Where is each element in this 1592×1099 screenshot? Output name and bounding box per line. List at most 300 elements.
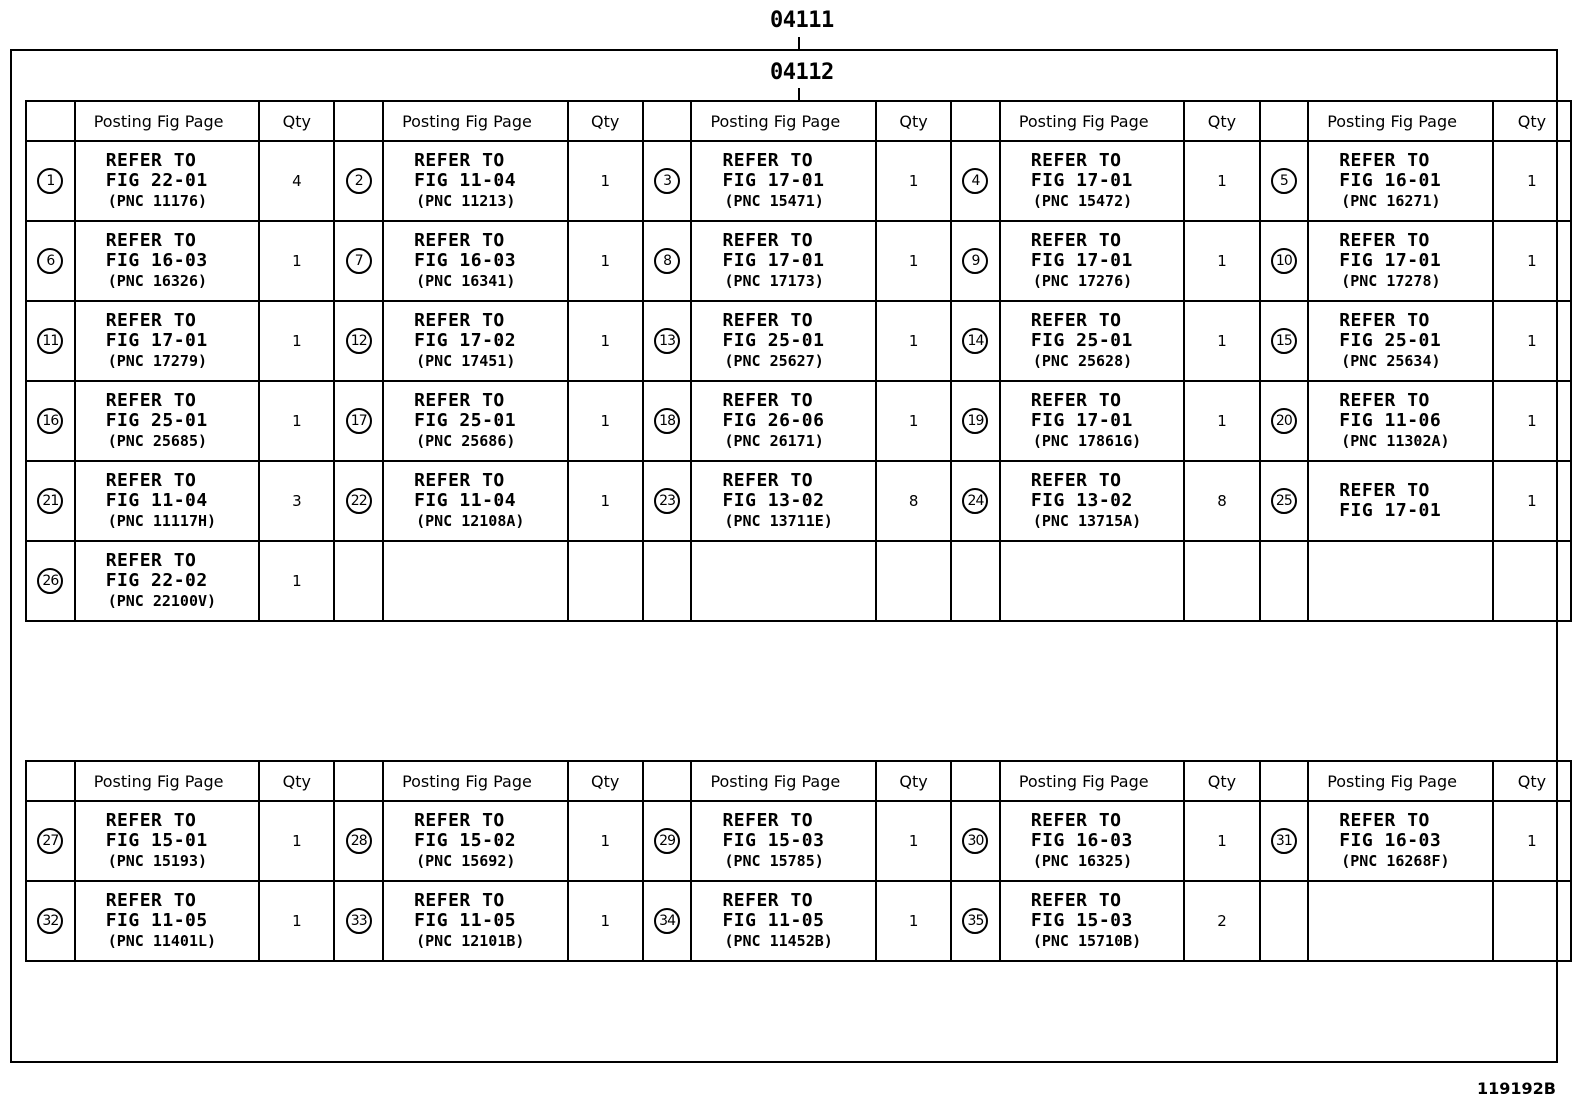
item-number-cell xyxy=(643,301,692,381)
item-number-cell xyxy=(643,541,692,621)
posting-ref-cell xyxy=(1308,541,1493,621)
qty-cell: 1 xyxy=(876,301,951,381)
table-row xyxy=(26,461,1571,541)
qty-cell: 1 xyxy=(568,221,643,301)
posting-ref-cell xyxy=(383,801,568,881)
fig-reference: FIG 25-01 xyxy=(1030,330,1133,351)
callout-number-badge: 24 xyxy=(962,488,988,514)
pnc-reference: (PNC 17451) xyxy=(416,352,516,370)
item-number-cell xyxy=(1260,381,1309,461)
fig-reference: FIG 22-01 xyxy=(105,170,208,191)
fig-reference: FIG 16-03 xyxy=(414,250,517,271)
qty-cell: 1 xyxy=(568,141,643,221)
refer-to-text: REFER TO xyxy=(722,310,814,331)
header-num-cell xyxy=(643,101,692,141)
fig-reference: FIG 17-01 xyxy=(722,170,825,191)
posting-ref-cell xyxy=(1000,381,1185,461)
qty-cell: 1 xyxy=(876,141,951,221)
item-number-cell xyxy=(951,381,1000,461)
posting-ref-cell xyxy=(75,221,260,301)
header-posting-fig-page: Posting Fig Page xyxy=(691,761,876,801)
posting-ref-cell xyxy=(75,461,260,541)
table-row xyxy=(26,221,1571,301)
fig-reference: FIG 16-01 xyxy=(1339,170,1442,191)
header-num-cell xyxy=(951,101,1000,141)
refer-to-text: REFER TO xyxy=(1030,230,1122,251)
callout-number-badge: 32 xyxy=(37,908,63,934)
header-posting-fig-page: Posting Fig Page xyxy=(1308,101,1493,141)
callout-number-badge: 16 xyxy=(37,408,63,434)
callout-number-badge: 6 xyxy=(37,248,63,274)
refer-to-text: REFER TO xyxy=(105,230,197,251)
item-number-cell xyxy=(951,221,1000,301)
item-number-cell xyxy=(643,801,692,881)
fig-reference: FIG 15-03 xyxy=(722,830,825,851)
pnc-reference: (PNC 11213) xyxy=(416,192,516,210)
fig-reference: FIG 15-01 xyxy=(105,830,208,851)
fig-reference: FIG 25-01 xyxy=(722,330,825,351)
posting-ref-cell xyxy=(383,541,568,621)
parts-table-1 xyxy=(25,100,1572,622)
item-number-cell xyxy=(1260,221,1309,301)
fig-reference: FIG 17-01 xyxy=(1339,500,1442,521)
refer-to-text: REFER TO xyxy=(722,390,814,411)
item-number-cell xyxy=(26,301,75,381)
posting-ref-cell xyxy=(1308,381,1493,461)
item-number-cell xyxy=(334,381,383,461)
header-qty: Qty xyxy=(1493,761,1571,801)
pnc-reference: (PNC 16268F) xyxy=(1341,852,1450,870)
posting-ref-cell xyxy=(691,301,876,381)
refer-to-text: REFER TO xyxy=(1030,890,1122,911)
pnc-reference: (PNC 16341) xyxy=(416,272,516,290)
fig-reference: FIG 11-04 xyxy=(414,170,517,191)
pnc-reference: (PNC 13711E) xyxy=(724,512,833,530)
callout-number-badge: 17 xyxy=(346,408,372,434)
qty-cell: 1 xyxy=(568,801,643,881)
posting-ref-cell xyxy=(1308,801,1493,881)
item-number-cell xyxy=(1260,461,1309,541)
item-number-cell xyxy=(951,881,1000,961)
header-posting-fig-page: Posting Fig Page xyxy=(75,101,260,141)
parts-table-2 xyxy=(25,760,1572,962)
item-number-cell xyxy=(334,881,383,961)
posting-ref-cell xyxy=(1308,221,1493,301)
pnc-reference: (PNC 15710B) xyxy=(1032,932,1142,950)
refer-to-text: REFER TO xyxy=(1339,390,1430,411)
posting-ref-cell xyxy=(1308,461,1493,541)
item-number-cell xyxy=(951,461,1000,541)
pnc-reference: (PNC 15692) xyxy=(416,852,516,870)
qty-cell: 1 xyxy=(568,461,643,541)
item-number-cell xyxy=(334,801,383,881)
pnc-reference: (PNC 17278) xyxy=(1341,272,1441,290)
item-number-cell xyxy=(26,221,75,301)
callout-number-badge: 25 xyxy=(1271,488,1297,514)
posting-ref-cell xyxy=(1000,301,1185,381)
pnc-reference: (PNC 25634) xyxy=(1341,352,1441,370)
pnc-reference: (PNC 11302A) xyxy=(1341,432,1450,450)
table-row xyxy=(26,141,1571,221)
refer-to-text: REFER TO xyxy=(722,470,814,491)
header-posting-fig-page: Posting Fig Page xyxy=(383,101,568,141)
table-row xyxy=(26,381,1571,461)
pnc-reference: (PNC 15471) xyxy=(724,192,824,210)
qty-cell: 1 xyxy=(1493,221,1571,301)
pnc-reference: (PNC 11401L) xyxy=(107,932,217,950)
refer-to-text: REFER TO xyxy=(722,810,814,831)
fig-reference: FIG 11-05 xyxy=(722,910,825,931)
figure-number: 119192B xyxy=(1477,1079,1556,1098)
qty-cell: 1 xyxy=(1184,801,1259,881)
callout-number-badge: 15 xyxy=(1271,328,1297,354)
table-row xyxy=(26,301,1571,381)
pnc-reference: (PNC 17279) xyxy=(107,352,208,370)
qty-cell: 4 xyxy=(259,141,334,221)
header-posting-fig-page: Posting Fig Page xyxy=(1000,761,1185,801)
refer-to-text: REFER TO xyxy=(105,890,197,911)
pnc-reference: (PNC 15193) xyxy=(107,852,208,870)
item-number-cell xyxy=(334,301,383,381)
item-number-cell xyxy=(951,141,1000,221)
callout-number-badge: 10 xyxy=(1271,248,1297,274)
header-num-cell xyxy=(1260,101,1309,141)
item-number-cell xyxy=(26,801,75,881)
table-row xyxy=(26,881,1571,961)
callout-number-badge: 12 xyxy=(346,328,372,354)
pnc-reference: (PNC 25627) xyxy=(724,352,824,370)
posting-ref-cell xyxy=(383,221,568,301)
qty-cell: 1 xyxy=(876,381,951,461)
posting-ref-cell xyxy=(75,381,260,461)
qty-cell: 2 xyxy=(1184,881,1259,961)
refer-to-text: REFER TO xyxy=(1339,230,1430,251)
callout-number-badge: 9 xyxy=(962,248,988,274)
qty-cell xyxy=(1493,541,1571,621)
assembly-label-04111: 04111 xyxy=(770,8,834,33)
qty-cell xyxy=(876,541,951,621)
pnc-reference: (PNC 16326) xyxy=(107,272,208,290)
pnc-reference: (PNC 11117H) xyxy=(107,512,217,530)
item-number-cell xyxy=(951,301,1000,381)
callout-number-badge: 31 xyxy=(1271,828,1297,854)
posting-ref-cell xyxy=(1308,141,1493,221)
callout-number-badge: 3 xyxy=(654,168,680,194)
qty-cell: 3 xyxy=(259,461,334,541)
qty-cell: 1 xyxy=(1493,801,1571,881)
qty-cell: 1 xyxy=(568,301,643,381)
header-qty: Qty xyxy=(259,761,334,801)
refer-to-text: REFER TO xyxy=(414,310,505,331)
qty-cell: 1 xyxy=(876,881,951,961)
qty-cell: 1 xyxy=(259,301,334,381)
qty-cell: 1 xyxy=(259,541,334,621)
leader-line-top xyxy=(798,37,800,49)
posting-ref-cell xyxy=(383,301,568,381)
refer-to-text: REFER TO xyxy=(105,470,197,491)
item-number-cell xyxy=(1260,541,1309,621)
refer-to-text: REFER TO xyxy=(1030,470,1122,491)
posting-ref-cell xyxy=(1308,881,1493,961)
qty-cell: 1 xyxy=(1493,141,1571,221)
pnc-reference: (PNC 15785) xyxy=(724,852,824,870)
item-number-cell xyxy=(26,141,75,221)
pnc-reference: (PNC 12108A) xyxy=(416,512,525,530)
callout-number-badge: 2 xyxy=(346,168,372,194)
header-num-cell xyxy=(1260,761,1309,801)
callout-number-badge: 14 xyxy=(962,328,988,354)
posting-ref-cell xyxy=(1000,801,1185,881)
header-num-cell xyxy=(26,101,75,141)
assembly-label-04112: 04112 xyxy=(770,60,834,85)
posting-ref-cell xyxy=(75,801,260,881)
pnc-reference: (PNC 25686) xyxy=(416,432,516,450)
posting-ref-cell xyxy=(691,801,876,881)
posting-ref-cell xyxy=(75,881,260,961)
item-number-cell xyxy=(334,461,383,541)
refer-to-text: REFER TO xyxy=(414,890,505,911)
posting-ref-cell xyxy=(691,221,876,301)
posting-ref-cell xyxy=(383,881,568,961)
header-num-cell xyxy=(643,761,692,801)
posting-ref-cell xyxy=(1000,541,1185,621)
item-number-cell xyxy=(1260,301,1309,381)
header-qty: Qty xyxy=(1184,761,1259,801)
posting-ref-cell xyxy=(1000,141,1185,221)
posting-ref-cell xyxy=(1000,461,1185,541)
qty-cell: 1 xyxy=(1493,381,1571,461)
callout-number-badge: 20 xyxy=(1271,408,1297,434)
qty-cell: 1 xyxy=(1184,381,1259,461)
header-num-cell xyxy=(951,761,1000,801)
callout-number-badge: 13 xyxy=(654,328,680,354)
table-header-row xyxy=(26,761,1571,801)
fig-reference: FIG 16-03 xyxy=(105,250,208,271)
refer-to-text: REFER TO xyxy=(105,310,197,331)
table-row xyxy=(26,541,1571,621)
posting-ref-cell xyxy=(1000,221,1185,301)
posting-ref-cell xyxy=(75,141,260,221)
posting-ref-cell xyxy=(691,381,876,461)
refer-to-text: REFER TO xyxy=(105,550,197,571)
item-number-cell xyxy=(334,141,383,221)
posting-ref-cell xyxy=(1000,881,1185,961)
item-number-cell xyxy=(951,541,1000,621)
fig-reference: FIG 26-06 xyxy=(722,410,825,431)
qty-cell: 1 xyxy=(259,381,334,461)
fig-reference: FIG 13-02 xyxy=(722,490,825,511)
refer-to-text: REFER TO xyxy=(1030,810,1122,831)
pnc-reference: (PNC 26171) xyxy=(724,432,824,450)
refer-to-text: REFER TO xyxy=(414,470,505,491)
callout-number-badge: 35 xyxy=(962,908,988,934)
item-number-cell xyxy=(334,541,383,621)
posting-ref-cell xyxy=(691,141,876,221)
header-num-cell xyxy=(26,761,75,801)
item-number-cell xyxy=(334,221,383,301)
header-num-cell xyxy=(334,101,383,141)
header-qty: Qty xyxy=(568,101,643,141)
qty-cell: 8 xyxy=(1184,461,1259,541)
callout-number-badge: 5 xyxy=(1271,168,1297,194)
header-posting-fig-page: Posting Fig Page xyxy=(691,101,876,141)
qty-cell: 1 xyxy=(259,221,334,301)
refer-to-text: REFER TO xyxy=(1030,310,1122,331)
callout-number-badge: 7 xyxy=(346,248,372,274)
item-number-cell xyxy=(951,801,1000,881)
item-number-cell xyxy=(26,461,75,541)
refer-to-text: REFER TO xyxy=(105,390,197,411)
item-number-cell xyxy=(643,141,692,221)
pnc-reference: (PNC 13715A) xyxy=(1032,512,1142,530)
header-num-cell xyxy=(334,761,383,801)
qty-cell: 1 xyxy=(568,381,643,461)
refer-to-text: REFER TO xyxy=(414,230,505,251)
fig-reference: FIG 17-01 xyxy=(1030,250,1133,271)
qty-cell: 1 xyxy=(1493,461,1571,541)
pnc-reference: (PNC 22100V) xyxy=(107,592,217,610)
fig-reference: FIG 17-01 xyxy=(722,250,825,271)
pnc-reference: (PNC 16325) xyxy=(1032,852,1133,870)
pnc-reference: (PNC 17173) xyxy=(724,272,824,290)
refer-to-text: REFER TO xyxy=(722,890,814,911)
fig-reference: FIG 17-01 xyxy=(1339,250,1442,271)
callout-number-badge: 26 xyxy=(37,568,63,594)
refer-to-text: REFER TO xyxy=(414,810,505,831)
header-posting-fig-page: Posting Fig Page xyxy=(1000,101,1185,141)
pnc-reference: (PNC 17276) xyxy=(1032,272,1133,290)
qty-cell xyxy=(1493,881,1571,961)
item-number-cell xyxy=(26,881,75,961)
callout-number-badge: 8 xyxy=(654,248,680,274)
fig-reference: FIG 17-01 xyxy=(1030,170,1133,191)
posting-ref-cell xyxy=(383,141,568,221)
item-number-cell xyxy=(643,881,692,961)
header-qty: Qty xyxy=(1184,101,1259,141)
leader-line-inner xyxy=(798,88,800,100)
fig-reference: FIG 11-05 xyxy=(105,910,208,931)
posting-ref-cell xyxy=(383,461,568,541)
pnc-reference: (PNC 12101B) xyxy=(416,932,525,950)
item-number-cell xyxy=(1260,881,1309,961)
pnc-reference: (PNC 15472) xyxy=(1032,192,1133,210)
posting-ref-cell xyxy=(1308,301,1493,381)
posting-ref-cell xyxy=(383,381,568,461)
header-qty: Qty xyxy=(568,761,643,801)
header-qty: Qty xyxy=(876,101,951,141)
qty-cell: 1 xyxy=(1184,141,1259,221)
pnc-reference: (PNC 11176) xyxy=(107,192,208,210)
header-posting-fig-page: Posting Fig Page xyxy=(1308,761,1493,801)
fig-reference: FIG 22-02 xyxy=(105,570,208,591)
item-number-cell xyxy=(1260,141,1309,221)
fig-reference: FIG 15-02 xyxy=(414,830,517,851)
fig-reference: FIG 17-01 xyxy=(105,330,208,351)
item-number-cell xyxy=(1260,801,1309,881)
header-qty: Qty xyxy=(876,761,951,801)
pnc-reference: (PNC 11452B) xyxy=(724,932,833,950)
fig-reference: FIG 11-04 xyxy=(105,490,208,511)
callout-number-badge: 18 xyxy=(654,408,680,434)
qty-cell: 1 xyxy=(876,801,951,881)
callout-number-badge: 1 xyxy=(37,168,63,194)
qty-cell: 1 xyxy=(1184,221,1259,301)
item-number-cell xyxy=(643,461,692,541)
refer-to-text: REFER TO xyxy=(1339,310,1430,331)
fig-reference: FIG 15-03 xyxy=(1030,910,1133,931)
callout-number-badge: 34 xyxy=(654,908,680,934)
header-posting-fig-page: Posting Fig Page xyxy=(75,761,260,801)
callout-number-badge: 29 xyxy=(654,828,680,854)
fig-reference: FIG 17-02 xyxy=(414,330,517,351)
table-row xyxy=(26,801,1571,881)
qty-cell: 1 xyxy=(1184,301,1259,381)
qty-cell xyxy=(1184,541,1259,621)
fig-reference: FIG 13-02 xyxy=(1030,490,1133,511)
item-number-cell xyxy=(643,221,692,301)
callout-number-badge: 4 xyxy=(962,168,988,194)
pnc-reference: (PNC 17861G) xyxy=(1032,432,1142,450)
fig-reference: FIG 11-04 xyxy=(414,490,517,511)
qty-cell: 1 xyxy=(259,881,334,961)
item-number-cell xyxy=(26,541,75,621)
header-posting-fig-page: Posting Fig Page xyxy=(383,761,568,801)
posting-ref-cell xyxy=(691,881,876,961)
fig-reference: FIG 16-03 xyxy=(1030,830,1133,851)
qty-cell: 1 xyxy=(1493,301,1571,381)
callout-number-badge: 30 xyxy=(962,828,988,854)
fig-reference: FIG 25-01 xyxy=(1339,330,1442,351)
posting-ref-cell xyxy=(691,461,876,541)
posting-ref-cell xyxy=(75,301,260,381)
item-number-cell xyxy=(643,381,692,461)
pnc-reference: (PNC 25685) xyxy=(107,432,208,450)
callout-number-badge: 27 xyxy=(37,828,63,854)
refer-to-text: REFER TO xyxy=(105,150,197,171)
refer-to-text: REFER TO xyxy=(1030,150,1122,171)
refer-to-text: REFER TO xyxy=(722,150,814,171)
fig-reference: FIG 11-06 xyxy=(1339,410,1442,431)
callout-number-badge: 21 xyxy=(37,488,63,514)
qty-cell: 1 xyxy=(876,221,951,301)
fig-reference: FIG 16-03 xyxy=(1339,830,1442,851)
header-qty: Qty xyxy=(259,101,334,141)
fig-reference: FIG 17-01 xyxy=(1030,410,1133,431)
refer-to-text: REFER TO xyxy=(1030,390,1122,411)
callout-number-badge: 19 xyxy=(962,408,988,434)
callout-number-badge: 23 xyxy=(654,488,680,514)
refer-to-text: REFER TO xyxy=(1339,480,1430,501)
table-header-row xyxy=(26,101,1571,141)
refer-to-text: REFER TO xyxy=(722,230,814,251)
callout-number-badge: 28 xyxy=(346,828,372,854)
refer-to-text: REFER TO xyxy=(105,810,197,831)
callout-number-badge: 33 xyxy=(346,908,372,934)
refer-to-text: REFER TO xyxy=(414,150,505,171)
refer-to-text: REFER TO xyxy=(1339,810,1430,831)
pnc-reference: (PNC 16271) xyxy=(1341,192,1441,210)
header-qty: Qty xyxy=(1493,101,1571,141)
fig-reference: FIG 25-01 xyxy=(105,410,208,431)
qty-cell: 1 xyxy=(259,801,334,881)
posting-ref-cell xyxy=(691,541,876,621)
pnc-reference: (PNC 25628) xyxy=(1032,352,1133,370)
item-number-cell xyxy=(26,381,75,461)
fig-reference: FIG 11-05 xyxy=(414,910,517,931)
qty-cell xyxy=(568,541,643,621)
callout-number-badge: 22 xyxy=(346,488,372,514)
qty-cell: 8 xyxy=(876,461,951,541)
